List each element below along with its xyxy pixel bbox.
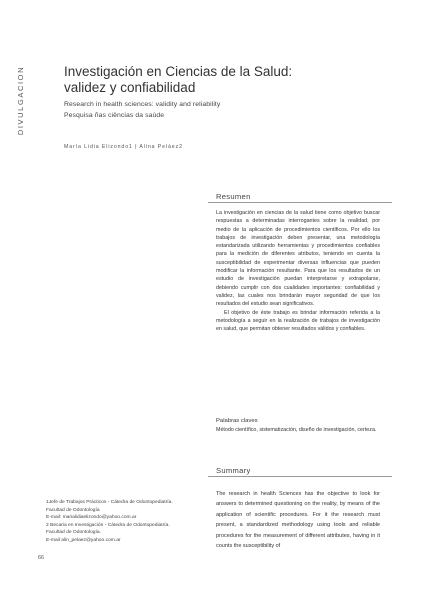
footnote-line: 1Jefe de Trabajos Prácticos - Cátedra de Odontopediatría. (46, 500, 173, 505)
resumen-heading: Resumen (216, 192, 251, 201)
page-number: 66 (38, 555, 44, 561)
footnote-line: 2 Becaria en Investigación - Cátedra de Odontopediatría. (46, 522, 170, 528)
resumen-body (216, 209, 380, 333)
title-line-1: Investigación en Ciencias de la Salud: (64, 64, 293, 79)
summary-heading: Summary (216, 466, 251, 475)
footnote-line: E-mail alin_pelaez@yahoo.com.ar (46, 537, 121, 543)
subtitle-english: Research in health sciences: validity and reliability (64, 101, 221, 108)
footnote-line: E-mail: marialidiaelizondo@yahoo.com.ar (46, 515, 137, 521)
author-footnotes (46, 499, 196, 545)
article-title (64, 64, 364, 96)
footnote-line: Facultad de Odontología. (46, 530, 101, 536)
keywords-heading: Palabras claves (216, 418, 258, 424)
section-label: DIVULGACION (16, 65, 26, 135)
resumen-paragraph: El objetivo de éste trabajo es brindar información referida a la metodología a seguir en la realización de trabajos de investigación en salud, que permitan obtener resultados válidos y confiables. (216, 309, 380, 333)
authors: María Lidia Elizondo1 | Alina Peláez2 (64, 144, 183, 150)
resumen-divider (208, 202, 392, 203)
resumen-paragraph: La investigación en ciencias de la salud tiene como objetivo buscar respuestas a determinadas interrogantes sobre la realidad, por medio de la aplicación de procedimientos científicos. Por ello los trabajos de investigación deben presentar, una metodología estandarizada utilizando herramientas y procedimientos confiables para la medición de diferentes atributos, teniendo en cuenta la susceptibilidad de experimentar diversas influencias que pueden modificar la información resultante. Para que los resultados de un estudio de investigación puedan interpretarse y extrapolarse, debiendo cumplir con dos cualidades importantes: confiabilidad y validez, las cuales nos brindarán mayor seguridad de que los resultados del estudio sean significativos. (216, 210, 380, 308)
footnote-line: Facultad de Odontología (46, 507, 100, 513)
subtitle-portuguese: Pesquisa ñas ciências da saúde (64, 112, 165, 119)
keywords-text: Método científico, sistematización, diseño de investigación, certeza. (216, 427, 377, 433)
summary-body: The research in health Sciences has the objective to look for answers to determined questioning on the reality, by means of the application of scientific procedures. For it the research must present, a standardized methodology using tools and reliable procedures for the measurement of different attributes, having in it counts the susceptibility of (216, 491, 380, 550)
summary-divider (208, 476, 392, 477)
title-line-2: validez y confiabilidad (64, 80, 196, 95)
